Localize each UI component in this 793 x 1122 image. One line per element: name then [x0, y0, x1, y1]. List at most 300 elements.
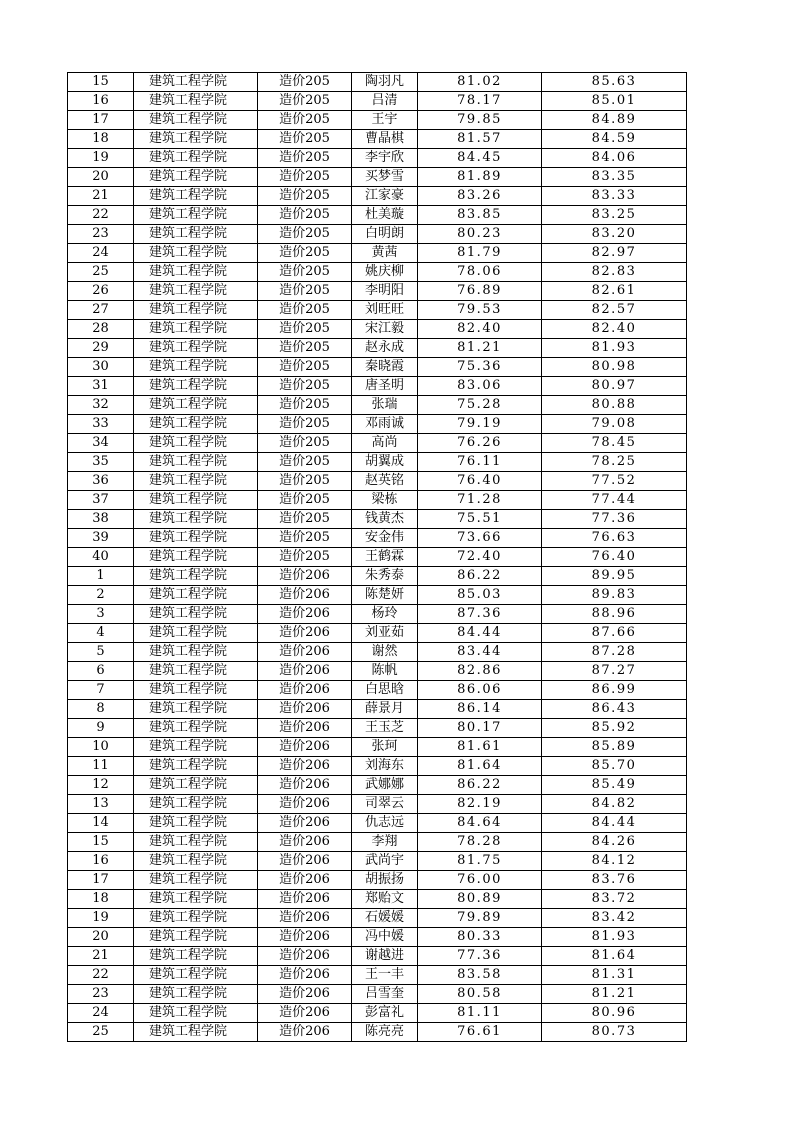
class-cell: 造价205: [258, 206, 352, 225]
student-name-cell: 陈楚妍: [352, 586, 418, 605]
student-name-cell: 吕清: [352, 92, 418, 111]
row-number: 9: [68, 719, 134, 738]
score-1-cell: 81.79: [418, 244, 542, 263]
row-number: 19: [68, 149, 134, 168]
table-row: [68, 396, 687, 415]
table-row: [68, 206, 687, 225]
score-2-cell: 86.43: [542, 700, 687, 719]
table-row: [68, 529, 687, 548]
score-2-cell: 83.35: [542, 168, 687, 187]
row-number: 18: [68, 890, 134, 909]
row-number: 20: [68, 928, 134, 947]
student-name-cell: 王宇: [352, 111, 418, 130]
college-cell: 建筑工程学院: [134, 567, 258, 586]
score-1-cell: 81.89: [418, 168, 542, 187]
student-name-cell: 安金伟: [352, 529, 418, 548]
score-2-cell: 88.96: [542, 605, 687, 624]
table-row: [68, 947, 687, 966]
table-row: [68, 187, 687, 206]
score-1-cell: 81.21: [418, 339, 542, 358]
table-row: [68, 985, 687, 1004]
score-1-cell: 76.26: [418, 434, 542, 453]
score-1-cell: 81.64: [418, 757, 542, 776]
score-2-cell: 89.95: [542, 567, 687, 586]
score-2-cell: 80.96: [542, 1004, 687, 1023]
college-cell: 建筑工程学院: [134, 871, 258, 890]
score-2-cell: 78.25: [542, 453, 687, 472]
score-2-cell: 84.44: [542, 814, 687, 833]
row-number: 18: [68, 130, 134, 149]
score-1-cell: 83.06: [418, 377, 542, 396]
college-cell: 建筑工程学院: [134, 719, 258, 738]
student-name-cell: 陶羽凡: [352, 73, 418, 92]
college-cell: 建筑工程学院: [134, 529, 258, 548]
score-2-cell: 79.08: [542, 415, 687, 434]
row-number: 27: [68, 301, 134, 320]
row-number: 4: [68, 624, 134, 643]
table-row: [68, 358, 687, 377]
score-2-cell: 81.31: [542, 966, 687, 985]
class-cell: 造价205: [258, 225, 352, 244]
score-1-cell: 86.06: [418, 681, 542, 700]
score-1-cell: 77.36: [418, 947, 542, 966]
college-cell: 建筑工程学院: [134, 700, 258, 719]
table-row: [68, 168, 687, 187]
student-name-cell: 邓雨诚: [352, 415, 418, 434]
score-1-cell: 83.58: [418, 966, 542, 985]
college-cell: 建筑工程学院: [134, 814, 258, 833]
class-cell: 造价206: [258, 795, 352, 814]
row-number: 25: [68, 263, 134, 282]
score-2-cell: 80.73: [542, 1023, 687, 1042]
class-cell: 造价206: [258, 947, 352, 966]
college-cell: 建筑工程学院: [134, 624, 258, 643]
score-1-cell: 79.19: [418, 415, 542, 434]
class-cell: 造价206: [258, 871, 352, 890]
row-number: 16: [68, 852, 134, 871]
class-cell: 造价206: [258, 814, 352, 833]
score-1-cell: 76.11: [418, 453, 542, 472]
student-name-cell: 秦晓霞: [352, 358, 418, 377]
score-1-cell: 81.61: [418, 738, 542, 757]
table-row: [68, 377, 687, 396]
class-cell: 造价206: [258, 624, 352, 643]
row-number: 40: [68, 548, 134, 567]
college-cell: 建筑工程学院: [134, 434, 258, 453]
class-cell: 造价205: [258, 548, 352, 567]
college-cell: 建筑工程学院: [134, 966, 258, 985]
score-1-cell: 81.11: [418, 1004, 542, 1023]
score-2-cell: 87.66: [542, 624, 687, 643]
score-1-cell: 76.89: [418, 282, 542, 301]
score-2-cell: 83.20: [542, 225, 687, 244]
score-2-cell: 80.88: [542, 396, 687, 415]
score-2-cell: 84.26: [542, 833, 687, 852]
table-row: [68, 263, 687, 282]
college-cell: 建筑工程学院: [134, 947, 258, 966]
table-row: [68, 795, 687, 814]
college-cell: 建筑工程学院: [134, 510, 258, 529]
score-2-cell: 78.45: [542, 434, 687, 453]
table-row: [68, 453, 687, 472]
score-1-cell: 80.17: [418, 719, 542, 738]
student-name-cell: 冯中媛: [352, 928, 418, 947]
row-number: 32: [68, 396, 134, 415]
table-row: [68, 282, 687, 301]
student-name-cell: 胡振扬: [352, 871, 418, 890]
class-cell: 造价206: [258, 966, 352, 985]
table-row: [68, 909, 687, 928]
college-cell: 建筑工程学院: [134, 168, 258, 187]
score-2-cell: 86.99: [542, 681, 687, 700]
class-cell: 造价206: [258, 719, 352, 738]
score-1-cell: 75.51: [418, 510, 542, 529]
student-name-cell: 张瑞: [352, 396, 418, 415]
row-number: 10: [68, 738, 134, 757]
score-2-cell: 84.59: [542, 130, 687, 149]
score-1-cell: 86.22: [418, 567, 542, 586]
score-2-cell: 83.33: [542, 187, 687, 206]
table-row: [68, 567, 687, 586]
student-name-cell: 杜美璇: [352, 206, 418, 225]
row-number: 21: [68, 947, 134, 966]
score-1-cell: 86.14: [418, 700, 542, 719]
student-name-cell: 刘亚茹: [352, 624, 418, 643]
score-2-cell: 76.40: [542, 548, 687, 567]
score-1-cell: 79.53: [418, 301, 542, 320]
student-name-cell: 陈帆: [352, 662, 418, 681]
table-row: [68, 415, 687, 434]
score-2-cell: 83.76: [542, 871, 687, 890]
college-cell: 建筑工程学院: [134, 301, 258, 320]
college-cell: 建筑工程学院: [134, 491, 258, 510]
score-2-cell: 85.92: [542, 719, 687, 738]
score-1-cell: 81.02: [418, 73, 542, 92]
student-name-cell: 谢然: [352, 643, 418, 662]
student-name-cell: 白明朗: [352, 225, 418, 244]
student-name-cell: 王鹤霖: [352, 548, 418, 567]
student-name-cell: 仇志远: [352, 814, 418, 833]
score-1-cell: 82.40: [418, 320, 542, 339]
score-2-cell: 87.28: [542, 643, 687, 662]
college-cell: 建筑工程学院: [134, 928, 258, 947]
row-number: 29: [68, 339, 134, 358]
college-cell: 建筑工程学院: [134, 92, 258, 111]
row-number: 14: [68, 814, 134, 833]
score-1-cell: 83.85: [418, 206, 542, 225]
class-cell: 造价206: [258, 643, 352, 662]
student-name-cell: 彭富礼: [352, 1004, 418, 1023]
score-1-cell: 86.22: [418, 776, 542, 795]
table-row: [68, 624, 687, 643]
class-cell: 造价206: [258, 909, 352, 928]
score-2-cell: 85.70: [542, 757, 687, 776]
score-1-cell: 80.58: [418, 985, 542, 1004]
table-row: [68, 510, 687, 529]
table-row: [68, 757, 687, 776]
student-name-cell: 张珂: [352, 738, 418, 757]
student-name-cell: 陈亮亮: [352, 1023, 418, 1042]
score-2-cell: 83.72: [542, 890, 687, 909]
student-name-cell: 司翠云: [352, 795, 418, 814]
score-2-cell: 85.63: [542, 73, 687, 92]
table-row: [68, 586, 687, 605]
table-row: [68, 111, 687, 130]
college-cell: 建筑工程学院: [134, 662, 258, 681]
score-1-cell: 78.17: [418, 92, 542, 111]
student-name-cell: 买梦雪: [352, 168, 418, 187]
class-cell: 造价206: [258, 985, 352, 1004]
class-cell: 造价205: [258, 263, 352, 282]
score-1-cell: 82.19: [418, 795, 542, 814]
score-table-body: [68, 73, 687, 1042]
student-name-cell: 赵英铭: [352, 472, 418, 491]
table-row: [68, 1004, 687, 1023]
college-cell: 建筑工程学院: [134, 738, 258, 757]
row-number: 22: [68, 206, 134, 225]
table-row: [68, 434, 687, 453]
student-name-cell: 钱黄杰: [352, 510, 418, 529]
college-cell: 建筑工程学院: [134, 130, 258, 149]
row-number: 17: [68, 111, 134, 130]
college-cell: 建筑工程学院: [134, 472, 258, 491]
class-cell: 造价205: [258, 529, 352, 548]
score-1-cell: 82.86: [418, 662, 542, 681]
student-name-cell: 朱秀泰: [352, 567, 418, 586]
college-cell: 建筑工程学院: [134, 263, 258, 282]
table-row: [68, 852, 687, 871]
student-name-cell: 黄茜: [352, 244, 418, 263]
score-1-cell: 78.06: [418, 263, 542, 282]
college-cell: 建筑工程学院: [134, 453, 258, 472]
table-row: [68, 928, 687, 947]
table-row: [68, 719, 687, 738]
student-name-cell: 胡翼成: [352, 453, 418, 472]
college-cell: 建筑工程学院: [134, 396, 258, 415]
row-number: 5: [68, 643, 134, 662]
score-2-cell: 84.12: [542, 852, 687, 871]
student-name-cell: 李翔: [352, 833, 418, 852]
score-2-cell: 83.25: [542, 206, 687, 225]
college-cell: 建筑工程学院: [134, 548, 258, 567]
class-cell: 造价205: [258, 111, 352, 130]
table-row: [68, 1023, 687, 1042]
row-number: 16: [68, 92, 134, 111]
student-name-cell: 白思晗: [352, 681, 418, 700]
college-cell: 建筑工程学院: [134, 282, 258, 301]
score-2-cell: 81.93: [542, 928, 687, 947]
class-cell: 造价206: [258, 662, 352, 681]
row-number: 37: [68, 491, 134, 510]
score-1-cell: 80.89: [418, 890, 542, 909]
college-cell: 建筑工程学院: [134, 890, 258, 909]
class-cell: 造价206: [258, 681, 352, 700]
college-cell: 建筑工程学院: [134, 187, 258, 206]
score-1-cell: 76.00: [418, 871, 542, 890]
row-number: 6: [68, 662, 134, 681]
student-name-cell: 江家豪: [352, 187, 418, 206]
student-name-cell: 梁栋: [352, 491, 418, 510]
student-name-cell: 王玉芝: [352, 719, 418, 738]
college-cell: 建筑工程学院: [134, 1004, 258, 1023]
score-1-cell: 84.45: [418, 149, 542, 168]
student-name-cell: 赵永成: [352, 339, 418, 358]
student-name-cell: 李宇欣: [352, 149, 418, 168]
table-row: [68, 890, 687, 909]
student-name-cell: 薛景月: [352, 700, 418, 719]
student-name-cell: 李明阳: [352, 282, 418, 301]
score-2-cell: 81.64: [542, 947, 687, 966]
table-row: [68, 472, 687, 491]
score-2-cell: 82.40: [542, 320, 687, 339]
score-1-cell: 83.44: [418, 643, 542, 662]
class-cell: 造价205: [258, 320, 352, 339]
row-number: 22: [68, 966, 134, 985]
table-row: [68, 966, 687, 985]
class-cell: 造价206: [258, 1004, 352, 1023]
table-row: [68, 149, 687, 168]
class-cell: 造价206: [258, 928, 352, 947]
score-2-cell: 85.89: [542, 738, 687, 757]
row-number: 30: [68, 358, 134, 377]
college-cell: 建筑工程学院: [134, 339, 258, 358]
class-cell: 造价205: [258, 491, 352, 510]
row-number: 23: [68, 225, 134, 244]
college-cell: 建筑工程学院: [134, 833, 258, 852]
student-name-cell: 高尚: [352, 434, 418, 453]
row-number: 3: [68, 605, 134, 624]
college-cell: 建筑工程学院: [134, 795, 258, 814]
score-2-cell: 84.89: [542, 111, 687, 130]
class-cell: 造价205: [258, 149, 352, 168]
score-1-cell: 84.64: [418, 814, 542, 833]
score-1-cell: 87.36: [418, 605, 542, 624]
college-cell: 建筑工程学院: [134, 111, 258, 130]
score-1-cell: 79.85: [418, 111, 542, 130]
college-cell: 建筑工程学院: [134, 415, 258, 434]
college-cell: 建筑工程学院: [134, 73, 258, 92]
row-number: 39: [68, 529, 134, 548]
student-name-cell: 姚庆柳: [352, 263, 418, 282]
class-cell: 造价205: [258, 358, 352, 377]
class-cell: 造价205: [258, 244, 352, 263]
row-number: 21: [68, 187, 134, 206]
row-number: 24: [68, 1004, 134, 1023]
row-number: 15: [68, 73, 134, 92]
row-number: 8: [68, 700, 134, 719]
score-1-cell: 80.23: [418, 225, 542, 244]
college-cell: 建筑工程学院: [134, 149, 258, 168]
class-cell: 造价205: [258, 453, 352, 472]
table-row: [68, 871, 687, 890]
college-cell: 建筑工程学院: [134, 681, 258, 700]
row-number: 7: [68, 681, 134, 700]
college-cell: 建筑工程学院: [134, 358, 258, 377]
table-row: [68, 605, 687, 624]
class-cell: 造价206: [258, 605, 352, 624]
row-number: 12: [68, 776, 134, 795]
score-2-cell: 85.49: [542, 776, 687, 795]
row-number: 23: [68, 985, 134, 1004]
table-row: [68, 776, 687, 795]
score-2-cell: 83.42: [542, 909, 687, 928]
class-cell: 造价206: [258, 567, 352, 586]
class-cell: 造价206: [258, 700, 352, 719]
score-1-cell: 85.03: [418, 586, 542, 605]
score-2-cell: 77.36: [542, 510, 687, 529]
row-number: 35: [68, 453, 134, 472]
table-row: [68, 244, 687, 263]
score-1-cell: 84.44: [418, 624, 542, 643]
row-number: 19: [68, 909, 134, 928]
score-table: [67, 72, 687, 1042]
college-cell: 建筑工程学院: [134, 985, 258, 1004]
class-cell: 造价206: [258, 776, 352, 795]
row-number: 26: [68, 282, 134, 301]
student-name-cell: 王一丰: [352, 966, 418, 985]
row-number: 28: [68, 320, 134, 339]
row-number: 20: [68, 168, 134, 187]
score-1-cell: 72.40: [418, 548, 542, 567]
class-cell: 造价205: [258, 377, 352, 396]
score-2-cell: 82.83: [542, 263, 687, 282]
class-cell: 造价205: [258, 130, 352, 149]
score-1-cell: 81.57: [418, 130, 542, 149]
class-cell: 造价206: [258, 757, 352, 776]
college-cell: 建筑工程学院: [134, 320, 258, 339]
row-number: 25: [68, 1023, 134, 1042]
college-cell: 建筑工程学院: [134, 1023, 258, 1042]
table-row: [68, 320, 687, 339]
score-1-cell: 80.33: [418, 928, 542, 947]
table-row: [68, 73, 687, 92]
row-number: 36: [68, 472, 134, 491]
table-row: [68, 301, 687, 320]
table-row: [68, 833, 687, 852]
student-name-cell: 武尚宇: [352, 852, 418, 871]
class-cell: 造价206: [258, 1023, 352, 1042]
score-1-cell: 76.61: [418, 1023, 542, 1042]
college-cell: 建筑工程学院: [134, 643, 258, 662]
score-2-cell: 89.83: [542, 586, 687, 605]
class-cell: 造价205: [258, 187, 352, 206]
table-row: [68, 225, 687, 244]
table-row: [68, 92, 687, 111]
student-name-cell: 石媛媛: [352, 909, 418, 928]
college-cell: 建筑工程学院: [134, 225, 258, 244]
row-number: 31: [68, 377, 134, 396]
college-cell: 建筑工程学院: [134, 909, 258, 928]
row-number: 13: [68, 795, 134, 814]
student-name-cell: 曹晶棋: [352, 130, 418, 149]
score-2-cell: 85.01: [542, 92, 687, 111]
score-1-cell: 75.28: [418, 396, 542, 415]
score-2-cell: 81.21: [542, 985, 687, 1004]
class-cell: 造价205: [258, 92, 352, 111]
row-number: 2: [68, 586, 134, 605]
table-row: [68, 681, 687, 700]
score-2-cell: 82.97: [542, 244, 687, 263]
score-1-cell: 76.40: [418, 472, 542, 491]
score-1-cell: 83.26: [418, 187, 542, 206]
score-2-cell: 87.27: [542, 662, 687, 681]
class-cell: 造价205: [258, 396, 352, 415]
row-number: 17: [68, 871, 134, 890]
score-2-cell: 80.98: [542, 358, 687, 377]
student-name-cell: 刘海东: [352, 757, 418, 776]
row-number: 1: [68, 567, 134, 586]
score-1-cell: 79.89: [418, 909, 542, 928]
